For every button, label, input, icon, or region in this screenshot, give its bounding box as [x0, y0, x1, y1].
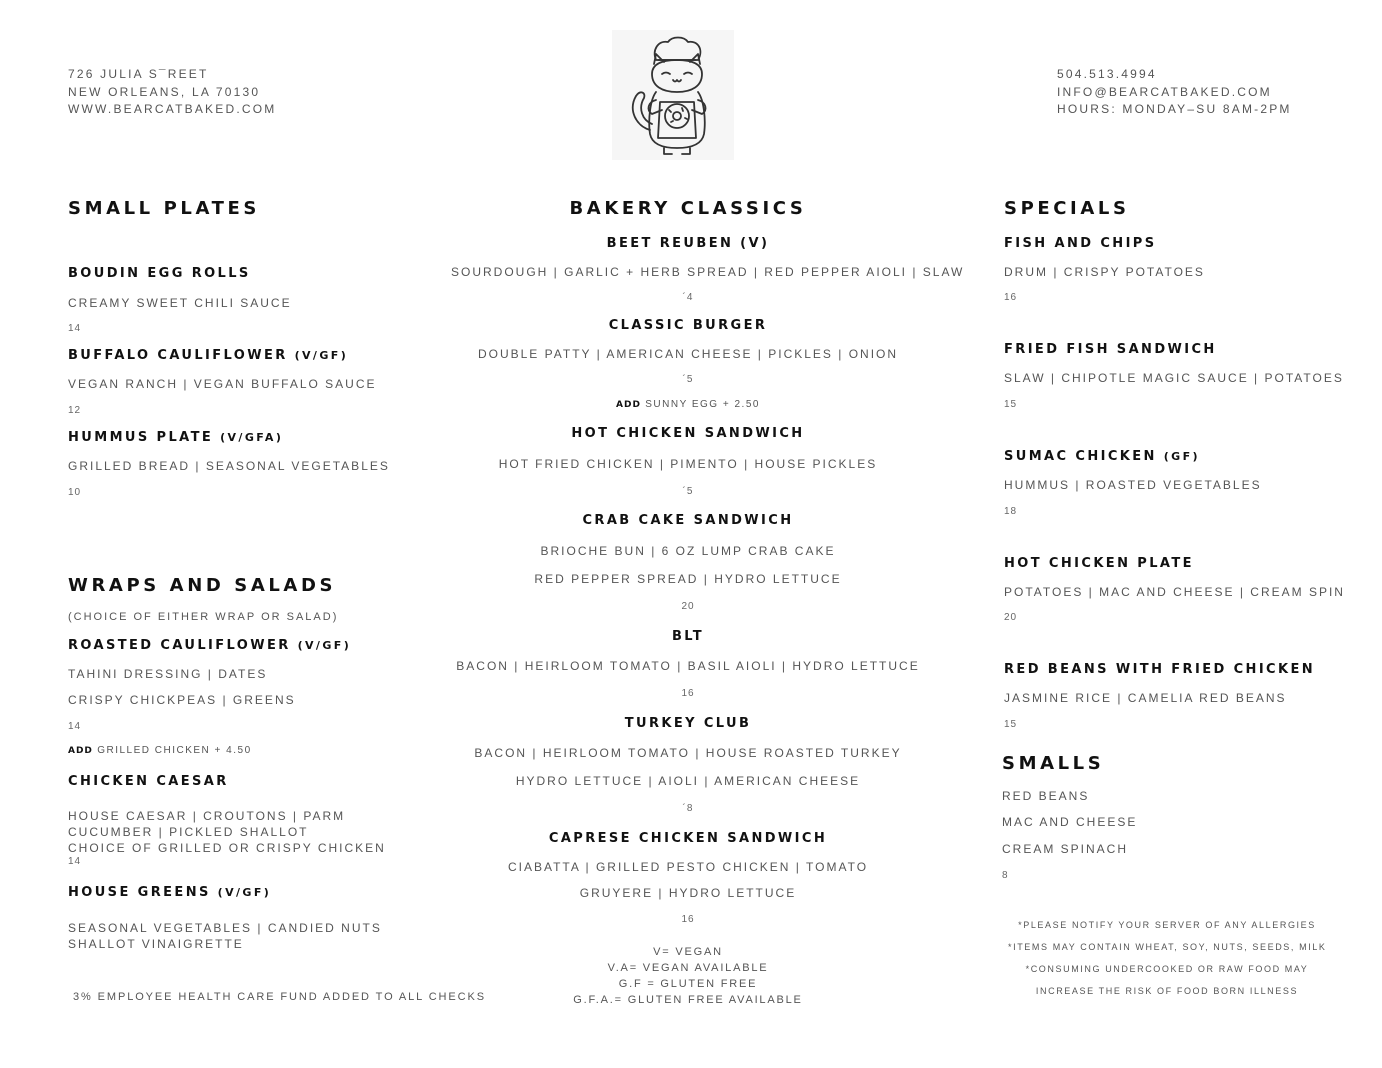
address-block [68, 66, 276, 119]
item-name-chicken-caesar: CHICKEN CAESAR [68, 774, 229, 789]
allergy-notices [1008, 920, 1326, 1008]
item-name-hot-chicken-plate: HOT CHICKEN PLATE [1004, 556, 1194, 571]
legend-gluten-free-available: G.F.A.= GLUTEN FREE AVAILABLE [573, 994, 803, 1006]
item-desc-hummus-plate: GRILLED BREAD | SEASONAL VEGETABLES [68, 459, 390, 473]
address-city: NEW ORLEANS, LA 70130 [68, 84, 261, 99]
addon-grilled-chicken: ADD GRILLED CHICKEN + 4.50 [68, 745, 252, 756]
item-desc-crab-cake-2: RED PEPPER SPREAD | HYDRO LETTUCE [534, 572, 842, 586]
phone-number[interactable]: 504.513.4994 [1057, 67, 1157, 81]
legend-gluten-free: G.F = GLUTEN FREE [618, 978, 758, 990]
diet-tag: (GF) [1163, 450, 1200, 463]
item-name-beet-reuben: BEET REUBEN (V) [606, 236, 770, 251]
item-desc-house-greens: SEASONAL VEGETABLES | CANDIED NUTS SHALLOT VINAIGRETTE [68, 921, 382, 951]
item-price-hot-chicken-sandwich: ´5 [682, 486, 694, 497]
email-link[interactable]: INFO@BEARCATBAKED.COM [1057, 84, 1272, 99]
item-name-fish-and-chips: FISH AND CHIPS [1004, 236, 1157, 251]
item-price-boudin-egg-rolls: 14 [68, 323, 82, 334]
item-name-classic-burger: CLASSIC BURGER [608, 318, 768, 333]
item-name-caprese-chicken-sandwich: CAPRESE CHICKEN SANDWICH [548, 831, 828, 846]
item-name-buffalo-cauliflower: BUFFALO CAULIFLOWER (V/GF) [68, 348, 349, 363]
item-desc-buffalo-cauliflower: VEGAN RANCH | VEGAN BUFFALO SAUCE [68, 377, 377, 391]
item-price-crab-cake-sandwich: 20 [681, 601, 695, 612]
notice-food-illness: INCREASE THE RISK OF FOOD BORN ILLNESS [1035, 986, 1299, 996]
item-name-roasted-cauliflower: ROASTED CAULIFLOWER (V/GF) [68, 638, 352, 653]
item-desc-turkey-club-2: HYDRO LETTUCE | AIOLI | AMERICAN CHEESE [515, 774, 861, 788]
item-desc-roasted-cauliflower-1: TAHINI DRESSING | DATES [68, 667, 268, 681]
item-desc-blt: BACON | HEIRLOOM TOMATO | BASIL AIOLI | HYDRO LETTUCE [456, 659, 920, 673]
bearcat-logo [612, 30, 734, 160]
hours-text: HOURS: MONDAY–SU 8AM-2PM [1057, 102, 1292, 116]
diet-tag: (V/GFA) [220, 431, 284, 444]
section-title-smalls: SMALLS [1002, 753, 1105, 774]
wraps-subtitle: (CHOICE OF EITHER WRAP OR SALAD) [68, 611, 339, 623]
diet-tag: (V/GF) [217, 886, 272, 899]
item-name-red-beans-with-fried-chicken: RED BEANS WITH FRIED CHICKEN [1004, 662, 1316, 677]
notice-raw-food: *CONSUMING UNDERCOOKED OR RAW FOOD MAY [1025, 964, 1309, 974]
item-price-chicken-caesar: 14 [68, 856, 82, 867]
legend-vegan: V= VEGAN [653, 946, 723, 958]
section-title-small-plates: SMALL PLATES [68, 198, 260, 219]
smalls-item-mac-and-cheese: MAC AND CHEESE [1002, 815, 1138, 829]
item-desc-fried-fish-sandwich: SLAW | CHIPOTLE MAGIC SAUCE | POTATOES [1004, 371, 1344, 385]
item-price-fried-fish-sandwich: 15 [1004, 399, 1018, 410]
item-price-red-beans-with-fried-chicken: 15 [1004, 719, 1018, 730]
item-price-blt: 16 [681, 688, 695, 699]
item-desc-turkey-club-1: BACON | HEIRLOOM TOMATO | HOUSE ROASTED TURKEY [474, 746, 902, 760]
item-name-hummus-plate: HUMMUS PLATE (V/GFA) [68, 430, 284, 445]
smalls-price: 8 [1002, 870, 1009, 881]
smalls-item-cream-spinach: CREAM SPINACH [1002, 842, 1129, 856]
item-price-turkey-club: ´8 [682, 803, 694, 814]
section-title-bakery-classics: BAKERY CLASSICS [569, 198, 807, 219]
item-desc-caprese-2: GRUYERE | HYDRO LETTUCE [579, 886, 797, 900]
section-title-wraps-and-salads: WRAPS AND SALADS [68, 575, 337, 596]
item-price-beet-reuben: ´4 [682, 292, 694, 303]
item-name-boudin-egg-rolls: BOUDIN EGG ROLLS [68, 266, 251, 281]
item-desc-crab-cake-1: BRIOCHE BUN | 6 OZ LUMP CRAB CAKE [540, 544, 836, 558]
item-name-blt: BLT [671, 629, 705, 644]
item-price-sumac-chicken: 18 [1004, 506, 1018, 517]
item-name-sumac-chicken: SUMAC CHICKEN (GF) [1004, 449, 1200, 464]
diet-tag: (V/GF) [297, 639, 352, 652]
item-name-turkey-club: TURKEY CLUB [624, 716, 752, 731]
diet-tag: (V/GF) [294, 349, 349, 362]
item-price-fish-and-chips: 16 [1004, 292, 1018, 303]
contact-block [1057, 66, 1292, 119]
smalls-item-red-beans: RED BEANS [1002, 789, 1090, 803]
item-desc-fish-and-chips: DRUM | CRISPY POTATOES [1004, 265, 1205, 279]
item-desc-sumac-chicken: HUMMUS | ROASTED VEGETABLES [1004, 478, 1262, 492]
item-desc-hot-chicken-sandwich: HOT FRIED CHICKEN | PIMENTO | HOUSE PICKLES [498, 457, 878, 471]
item-desc-caprese-1: CIABATTA | GRILLED PESTO CHICKEN | TOMATO [507, 860, 869, 874]
item-desc-beet-reuben: SOURDOUGH | GARLIC + HERB SPREAD | RED PEPPER AIOLI | SLAW [451, 265, 965, 279]
item-desc-boudin-egg-rolls: CREAMY SWEET CHILI SAUCE [68, 296, 292, 310]
item-desc-hot-chicken-plate: POTATOES | MAC AND CHEESE | CREAM SPIN [1004, 585, 1345, 599]
health-care-fund-note: 3% EMPLOYEE HEALTH CARE FUND ADDED TO ALL CHECKS [73, 991, 486, 1003]
diet-legend [451, 944, 925, 1008]
item-price-buffalo-cauliflower: 12 [68, 405, 82, 416]
bearcat-chef-icon [612, 30, 734, 160]
item-price-caprese-chicken-sandwich: 16 [681, 914, 695, 925]
website-link[interactable]: WWW.BEARCATBAKED.COM [68, 102, 277, 116]
item-name-hot-chicken-sandwich: HOT CHICKEN SANDWICH [571, 426, 805, 441]
item-name-house-greens: HOUSE GREENS (V/GF) [68, 885, 272, 900]
legend-vegan-available: V.A= VEGAN AVAILABLE [607, 962, 769, 974]
item-name-crab-cake-sandwich: CRAB CAKE SANDWICH [582, 513, 794, 528]
notice-allergies: *PLEASE NOTIFY YOUR SERVER OF ANY ALLERGIES [1018, 920, 1316, 930]
section-title-specials: SPECIALS [1004, 198, 1130, 219]
item-price-hummus-plate: 10 [68, 487, 82, 498]
item-desc-chicken-caesar: HOUSE CAESAR | CROUTONS | PARM CUCUMBER | PICKLED SHALLOT CHOICE OF GRILLED OR CRISPY CHICKEN [68, 809, 386, 855]
item-price-roasted-cauliflower: 14 [68, 721, 82, 732]
addon-sunny-egg: ADD SUNNY EGG + 2.50 [616, 399, 760, 410]
item-price-classic-burger: ´5 [682, 374, 694, 385]
item-desc-red-beans-with-fried-chicken: JASMINE RICE | CAMELIA RED BEANS [1004, 691, 1287, 705]
item-desc-classic-burger: DOUBLE PATTY | AMERICAN CHEESE | PICKLES | ONION [477, 347, 899, 361]
notice-ingredients: *ITEMS MAY CONTAIN WHEAT, SOY, NUTS, SEEDS, MILK [1008, 942, 1327, 952]
item-desc-roasted-cauliflower-2: CRISPY CHICKPEAS | GREENS [68, 693, 296, 707]
item-name-fried-fish-sandwich: FRIED FISH SANDWICH [1004, 342, 1217, 357]
address-street: 726 JULIA S¯REET [68, 67, 209, 81]
item-price-hot-chicken-plate: 20 [1004, 612, 1018, 623]
